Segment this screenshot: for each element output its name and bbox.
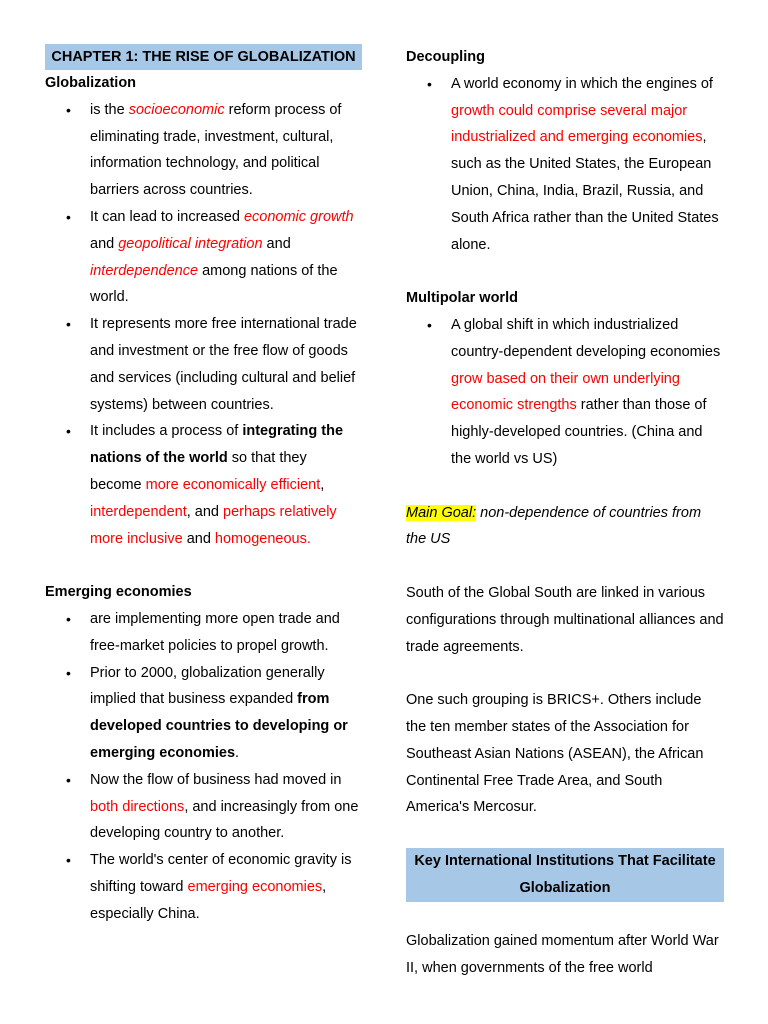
list-item [427, 312, 724, 473]
list-item [66, 660, 362, 767]
list-item [66, 97, 362, 204]
highlight-text: emerging economies [187, 878, 323, 895]
text-run: , such as the United States, the European Union, China, India, Brazil, Russia, and South Africa rather than the United States alone. [451, 129, 719, 253]
spacer [406, 660, 724, 687]
text-run: Now the flow of business had moved in [90, 771, 342, 788]
highlight-text: grow based on their own underlying economic strengths [451, 370, 680, 414]
main-goal-text: non-dependence of countries from the US [406, 504, 702, 548]
globalization-list [45, 97, 362, 553]
chapter-title: CHAPTER 1: THE RISE OF GLOBALIZATION [45, 44, 362, 70]
text-run: , [320, 476, 325, 493]
bullet-icon: • [66, 610, 71, 627]
text-run: so that they become [90, 450, 307, 493]
list-item [66, 311, 362, 418]
text-run: It includes a process of [90, 423, 243, 440]
bullet-icon: • [66, 852, 71, 869]
main-goal [406, 500, 724, 554]
spacer [406, 473, 724, 500]
list-item [66, 767, 362, 847]
globalization-heading: Globalization [45, 75, 137, 91]
highlight-text: economic growth [243, 208, 354, 225]
spacer [406, 258, 724, 285]
left-column [45, 44, 362, 928]
paragraph: Globalization gained momentum after World War II, when governments of the free world [406, 933, 719, 977]
bullet-icon: • [66, 423, 71, 440]
text-run: A global shift in which industrialized country-dependent developing economies [451, 316, 721, 360]
text-run: It can lead to increased [90, 208, 244, 225]
text-run: and [182, 530, 215, 547]
list-item [427, 71, 724, 259]
bullet-icon: • [66, 101, 71, 118]
text-run: rather than those of highly-developed countries. (China and the world vs US) [451, 397, 707, 467]
text-run: Prior to 2000, globalization generally implied that business expanded [90, 664, 325, 708]
highlight-text: perhaps relatively more inclusive [90, 503, 337, 547]
text-run: is the [90, 101, 129, 118]
text-run: , and increasingly from one developing country to another. [90, 798, 359, 842]
highlight-text: geopolitical integration [118, 235, 263, 252]
text-run: among nations of the world. [90, 262, 338, 306]
text-run: and [90, 235, 119, 252]
right-column [406, 44, 724, 982]
text-run: . [235, 744, 240, 761]
text-run: and [262, 235, 291, 252]
bullet-icon: • [427, 75, 432, 92]
highlight-text: interdependent [90, 503, 187, 520]
text-run: It represents more free international trade and investment or the free flow of goods and services (including cultural and belief systems) between countries. [90, 316, 357, 413]
text-run: The world's center of economic gravity is shifting toward [90, 852, 352, 895]
highlight-text: both directions [90, 798, 185, 815]
list-item [66, 418, 362, 552]
spacer [406, 902, 724, 929]
bullet-icon: • [427, 316, 432, 333]
main-goal-label: Main Goal: [406, 504, 477, 521]
highlight-text: interdependence [90, 262, 199, 279]
emerging-list [45, 606, 362, 928]
decoupling-list [406, 71, 724, 259]
text-run: A world economy in which the engines of [451, 75, 713, 92]
text-run: reform process of eliminating trade, investment, cultural, information technology, and political barriers across countries. [90, 101, 342, 199]
spacer [406, 821, 724, 848]
bullet-icon: • [66, 316, 71, 333]
decoupling-heading: Decoupling [406, 49, 485, 65]
list-item [66, 204, 362, 311]
list-item [66, 847, 362, 927]
bullet-icon: • [66, 771, 71, 788]
highlight-text: socioeconomic [128, 101, 225, 118]
highlight-text: homogeneous. [214, 530, 311, 547]
list-item [66, 606, 362, 660]
multipolar-list [406, 312, 724, 473]
text-run: , especially China. [90, 878, 327, 922]
spacer [406, 553, 724, 580]
paragraph: One such grouping is BRICS+. Others include the ten member states of the Association for Southeast Asian Nations (ASEAN), the African Continental Free Trade Area, and South America's Mercosur. [406, 692, 704, 816]
bullet-icon: • [66, 664, 71, 681]
bold-text: integrating the nations of the world [90, 423, 344, 467]
spacer [45, 552, 362, 579]
text-run: , and [186, 503, 224, 520]
multipolar-heading: Multipolar world [406, 290, 518, 307]
highlight-text: growth could comprise several major industrialized and emerging economies [451, 102, 703, 146]
emerging-heading: Emerging economies [45, 584, 192, 601]
paragraph: South of the Global South are linked in various configurations through multinational alliances and trade agreements. [406, 584, 724, 655]
bold-text: from developed countries to developing or emerging economies [90, 691, 348, 761]
text-run: are implementing more open trade and free-market policies to propel growth. [90, 610, 340, 654]
bullet-icon: • [66, 208, 71, 225]
key-institutions-heading: Key International Institutions That Facilitate Globalization [406, 848, 724, 902]
highlight-text: more economically efficient [145, 476, 321, 493]
